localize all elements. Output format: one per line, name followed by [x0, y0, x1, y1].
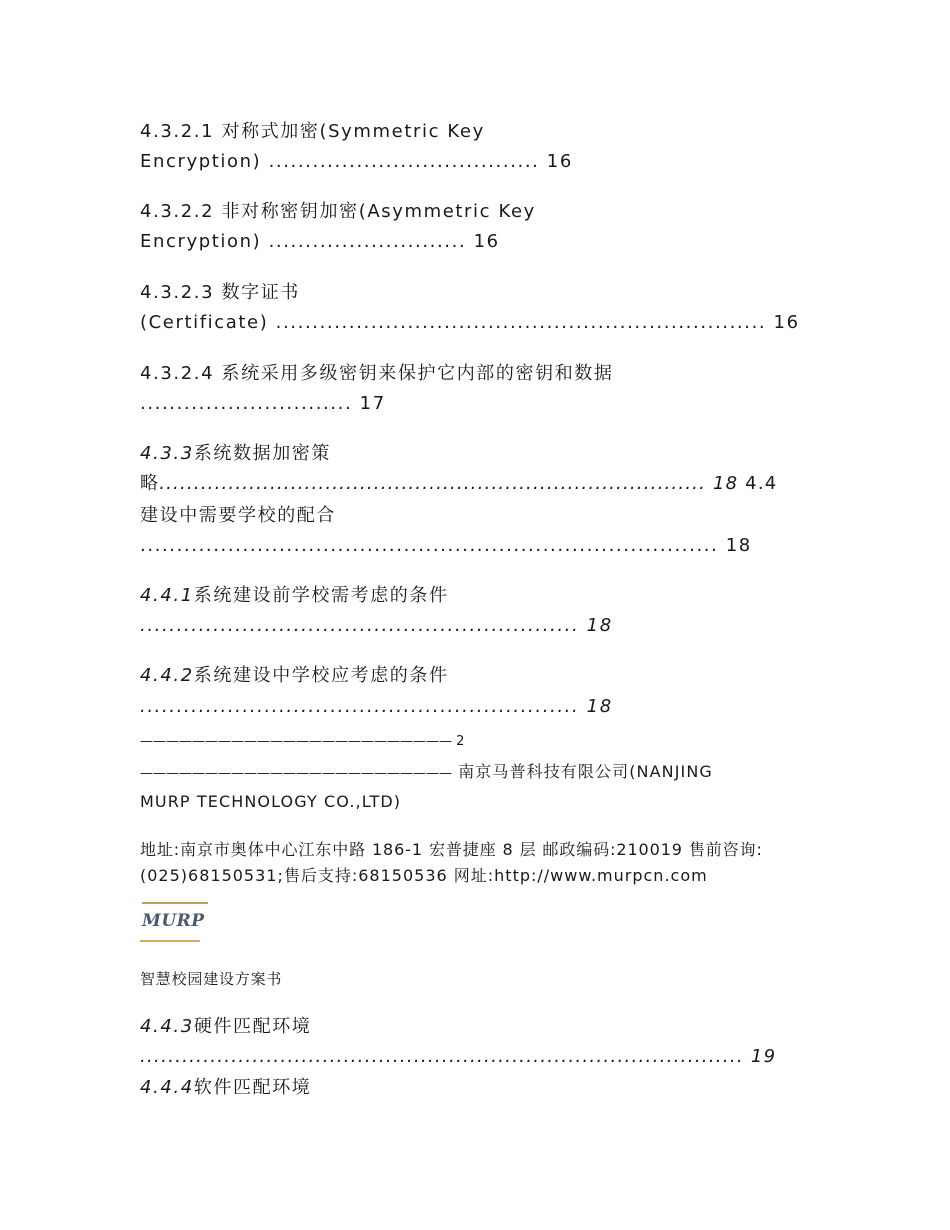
toc-entry-continuation: Encryption) ........................... 16 — [140, 231, 500, 252]
toc-entry-title: 4.3.2.1 对称式加密(Symmetric Key — [140, 121, 485, 142]
toc-entry-number: 4.4.4 — [140, 1077, 194, 1098]
toc-entry-continuation: (Certificate) ................................................................... 16 — [140, 312, 800, 333]
document-title: 智慧校园建设方案书 — [140, 970, 283, 988]
toc-entry-text: 系统建设前学校需考虑的条件 — [193, 585, 449, 606]
company-contact: (025)68150531;售后支持:68150536 网址:http://www.murpcn.com — [140, 866, 708, 885]
toc-entry-continuation: Encryption) ..................................... 16 — [140, 151, 573, 172]
toc-entry-text: 软件匹配环境 — [193, 1077, 312, 1098]
toc-page-number: 18 — [586, 615, 613, 636]
toc-entry-title — [140, 664, 449, 688]
toc-entry-continuation — [140, 695, 613, 719]
toc-entry-text: 系统数据加密策 — [193, 443, 332, 464]
logo-text: MURP — [142, 911, 205, 931]
logo-top-bar — [142, 902, 208, 904]
toc-entry-continuation — [140, 472, 777, 496]
toc-leader-dots: ............................................................ — [140, 696, 580, 717]
toc-entry-text: 略 — [140, 473, 160, 494]
toc-entry-title — [140, 584, 449, 608]
toc-entry-number: 4.4.2 — [140, 665, 194, 686]
toc-entry-title: 4.3.2.4 系统采用多级密钥来保护它内部的密钥和数据 — [140, 363, 614, 384]
toc-entry-title: 建设中需要学校的配合 — [140, 505, 336, 526]
toc-entry-text: 硬件匹配环境 — [193, 1016, 312, 1037]
toc-entry-number: 4.4 — [745, 473, 778, 494]
page-footer-company — [140, 760, 713, 786]
toc-entry-number: 4.4.1 — [140, 585, 194, 606]
company-name: 南京马普科技有限公司(NANJING — [458, 762, 713, 781]
toc-entry-continuation: ............................. 17 — [140, 393, 386, 414]
page-footer-rule: ———————————————————————— — [140, 766, 452, 781]
toc-entry-text: 系统建设中学校应考虑的条件 — [193, 665, 449, 686]
logo-bottom-bar — [140, 940, 200, 942]
toc-leader-dots: ............................................................................... — [159, 473, 707, 494]
page-footer-rule: ———————————————————————— 2 — [140, 734, 465, 749]
toc-page-number: 18 — [586, 696, 613, 717]
toc-entry-title — [140, 1015, 311, 1039]
toc-entry-title: 4.3.2.2 非对称密钥加密(Asymmetric Key — [140, 201, 536, 222]
toc-entry-title — [140, 442, 331, 466]
murp-logo — [140, 902, 208, 942]
toc-entry-title — [140, 1076, 311, 1100]
toc-entry-continuation: ............................................................................... 18 — [140, 535, 752, 556]
toc-leader-dots: ...................................................................................... — [140, 1046, 744, 1067]
toc-entry-continuation — [140, 614, 613, 638]
company-name-continuation: MURP TECHNOLOGY CO.,LTD) — [140, 792, 402, 811]
company-address: 地址:南京市奥体中心江东中路 186-1 宏普捷座 8 层 邮政编码:210019 售前咨询: — [140, 840, 763, 859]
toc-entry-title: 4.3.2.3 数字证书 — [140, 282, 300, 303]
toc-entry-number: 4.3.3 — [140, 443, 194, 464]
toc-entry-continuation — [140, 1045, 776, 1069]
toc-leader-dots: ............................................................ — [140, 615, 580, 636]
toc-entry-number: 4.4.3 — [140, 1016, 194, 1037]
toc-page-number: 18 — [712, 473, 739, 494]
toc-page-number: 19 — [750, 1046, 777, 1067]
